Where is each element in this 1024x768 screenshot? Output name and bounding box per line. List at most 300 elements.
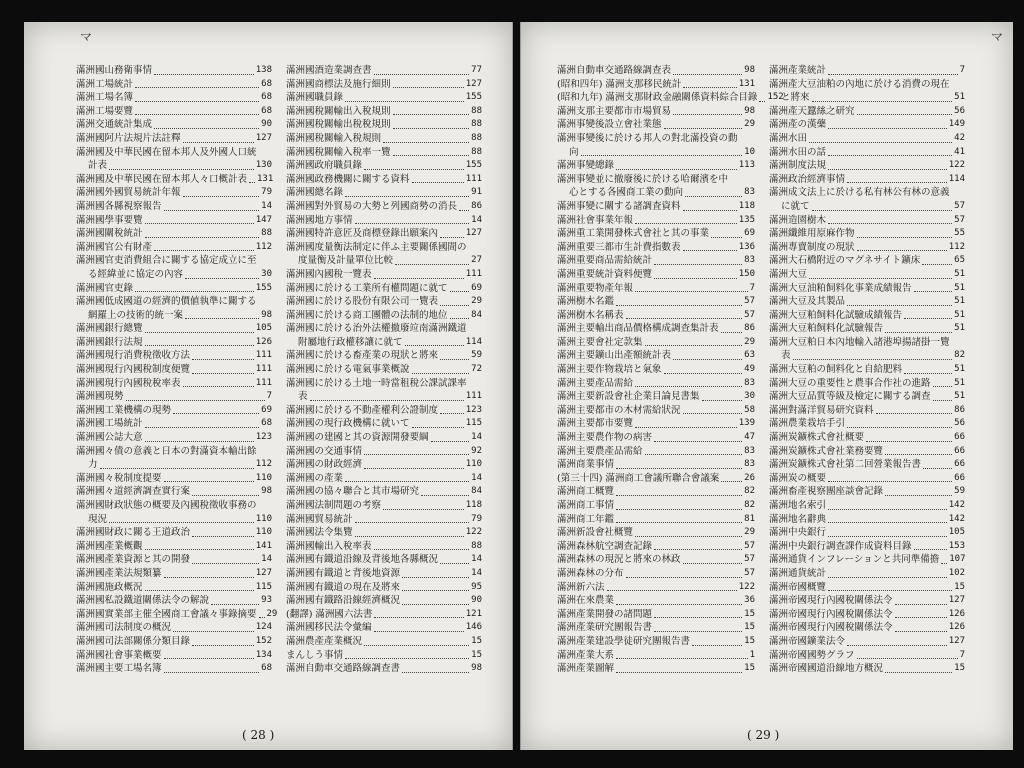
- dot-leader: [885, 672, 952, 673]
- entry-page: 98: [744, 105, 755, 116]
- entry-title: 滿洲國移民法令彙編: [286, 622, 372, 634]
- entry-title: 滿洲國職員錄: [286, 92, 344, 104]
- entry-page: 93: [261, 595, 272, 606]
- entry-page: 51: [954, 268, 965, 279]
- dot-leader: [440, 563, 469, 564]
- dot-leader: [654, 631, 742, 632]
- index-entry: [76, 349, 272, 363]
- entry-title: 滿洲國產業法規類纂: [76, 567, 162, 579]
- entry-title: 滿洲新設會社概覽: [557, 527, 634, 539]
- entry-page: 42: [954, 132, 965, 143]
- dot-leader: [192, 373, 254, 374]
- entry-page: 10: [744, 146, 755, 157]
- index-entry: [286, 254, 482, 268]
- index-entry: [76, 553, 272, 567]
- index-entry: [286, 472, 482, 486]
- dot-leader: [393, 155, 470, 156]
- dot-leader: [866, 441, 952, 442]
- entry-page: 51: [954, 282, 965, 293]
- index-entry: [76, 105, 272, 119]
- index-entry: [557, 458, 755, 472]
- entry-page: 121: [465, 608, 482, 619]
- entry-page: 30: [261, 268, 272, 279]
- index-entry: [76, 336, 272, 350]
- entry-title: 滿洲自動車交通路線調查書: [286, 663, 401, 675]
- index-entry: [286, 173, 482, 187]
- index-entry: [76, 282, 272, 296]
- index-entry: [286, 295, 482, 309]
- index-entry: [769, 309, 965, 323]
- entry-title: 滿洲國政府職員錄: [286, 160, 363, 172]
- index-entry: [557, 431, 755, 445]
- index-entry: [769, 472, 965, 486]
- index-entry: [557, 377, 755, 391]
- dot-leader: [635, 223, 737, 224]
- dot-leader: [857, 237, 953, 238]
- entry-title: 滿洲造園樹木: [769, 214, 827, 226]
- entry-title: 滿洲炭鑛株式會社業務要覽: [769, 445, 884, 457]
- dot-leader: [683, 210, 737, 211]
- entry-title: 滿洲國輸出入稅率表: [286, 540, 372, 552]
- index-entry: [76, 649, 272, 663]
- index-entry: [769, 241, 965, 255]
- dot-leader: [374, 549, 470, 550]
- dot-leader: [654, 264, 742, 265]
- index-entry: [286, 553, 482, 567]
- entry-page: 105: [255, 323, 272, 334]
- dot-leader: [164, 210, 260, 211]
- dot-leader: [192, 536, 254, 537]
- index-entry: [557, 295, 755, 309]
- entry-page: 29: [266, 608, 278, 619]
- entry-title: 滿洲森林の分布: [557, 567, 624, 579]
- dot-leader: [145, 332, 254, 333]
- entry-page: 112: [255, 459, 272, 470]
- entry-title: 滿洲帝國國勢グラフ: [769, 649, 855, 661]
- entry-title: (昭和四年) 滿洲支那移民統計: [557, 78, 682, 90]
- entry-page: 90: [471, 595, 482, 606]
- entry-title: に就て: [781, 200, 810, 212]
- index-entry: [557, 513, 755, 527]
- dot-leader: [683, 250, 737, 251]
- entry-page: 51: [954, 364, 965, 375]
- index-entry: [76, 173, 272, 187]
- entry-page: 127: [465, 228, 482, 239]
- entry-title: 滿洲國低成國道の經濟的價値執準に關する: [76, 296, 257, 308]
- index-entry: [76, 254, 272, 268]
- entry-title: 附屬地行政權移讓に就て: [298, 336, 403, 348]
- entry-title: 滿洲事變に關する諸調査資料: [557, 200, 681, 212]
- entry-page: 149: [948, 119, 965, 130]
- dot-leader: [450, 291, 470, 292]
- index-entry: [76, 227, 272, 241]
- entry-title: 滿洲主要農產品需給: [557, 445, 643, 457]
- index-entry: [769, 417, 965, 431]
- entry-title: 網羅上の技術的統一案: [88, 309, 184, 321]
- dot-leader: [922, 264, 952, 265]
- dot-leader: [607, 590, 737, 591]
- entry-title: 心とする各國商工業の動向: [569, 187, 684, 199]
- entry-page: 86: [954, 404, 965, 415]
- entry-page: 14: [261, 200, 272, 211]
- index-entry: [286, 336, 482, 350]
- entry-page: 65: [954, 255, 965, 266]
- dot-leader: [876, 413, 953, 414]
- dot-leader: [355, 536, 464, 537]
- entry-title: 滿洲工場要覽: [76, 105, 134, 117]
- dot-leader: [405, 345, 464, 346]
- entry-page: 68: [261, 78, 272, 89]
- index-entry: [76, 608, 278, 622]
- entry-title: 滿洲大豆油粕飼料化事業成績報告: [769, 282, 912, 294]
- dot-leader: [683, 563, 743, 564]
- entry-page: 155: [465, 160, 482, 171]
- entry-title: 滿洲國有鐵道と背後地資源: [286, 567, 401, 579]
- entry-title: 滿洲國山務衛事情: [76, 65, 153, 76]
- entry-page: 90: [261, 119, 272, 130]
- index-entry: [557, 200, 755, 214]
- entry-page: 127: [948, 635, 965, 646]
- entry-page: 51: [954, 296, 965, 307]
- index-entry: [557, 336, 755, 350]
- entry-title: 滿洲國私設鐵道關係法令の解說: [76, 595, 210, 607]
- entry-page: 7: [266, 391, 272, 402]
- index-entry: [769, 268, 965, 282]
- dot-leader: [654, 441, 742, 442]
- entry-page: 36: [744, 595, 755, 606]
- entry-title: 滿洲主要鑛山出產額統計表: [557, 350, 672, 362]
- entry-title: 滿洲產天蠶絲之研究: [769, 105, 855, 117]
- entry-title: 滿洲主要輸出商品價格構成調查集計表: [557, 323, 719, 335]
- index-entry: [769, 349, 965, 363]
- entry-page: 123: [465, 404, 482, 415]
- dot-leader: [355, 223, 470, 224]
- dot-leader: [809, 142, 952, 143]
- entry-page: 77: [471, 65, 482, 75]
- dot-leader: [828, 481, 952, 482]
- entry-page: 83: [744, 255, 755, 266]
- dot-leader: [440, 359, 469, 360]
- entry-title: 滿洲支那主要都市市場貿易: [557, 105, 672, 117]
- entry-title: 滿洲國司法部關係分類目錄: [76, 635, 191, 647]
- dot-leader: [581, 155, 743, 156]
- entry-page: 110: [465, 459, 482, 470]
- entry-title: 滿洲國及中華民國在留本邦人々口概計表: [76, 173, 248, 185]
- entry-title: 滿洲森林の現況と將來の林政: [557, 554, 681, 566]
- dot-leader: [616, 169, 737, 170]
- index-entry: [76, 64, 272, 78]
- dot-leader: [173, 413, 259, 414]
- index-entry: [769, 621, 965, 635]
- dot-leader: [249, 182, 255, 183]
- entry-page: 112: [948, 241, 965, 252]
- left-page: [24, 22, 513, 750]
- entry-page: 66: [954, 445, 965, 456]
- index-entry: [286, 227, 482, 241]
- index-column: [769, 64, 965, 676]
- index-entry: [286, 390, 482, 404]
- index-entry: [557, 553, 755, 567]
- entry-title: 滿洲炭の概要: [769, 472, 827, 484]
- dot-leader: [828, 155, 952, 156]
- entry-title: 滿洲國施政概況: [76, 581, 143, 593]
- entry-title: 滿洲主要作物栽培と氣象: [557, 364, 662, 376]
- entry-page: 86: [471, 200, 482, 211]
- entry-page: 26: [744, 472, 755, 483]
- index-entry: [286, 649, 482, 663]
- index-entry: [286, 635, 482, 649]
- entry-title: 滿洲纖維用原麻作物: [769, 228, 855, 240]
- index-entry: [76, 581, 272, 595]
- index-entry: [286, 431, 482, 445]
- index-entry: [769, 322, 965, 336]
- entry-title: 表: [298, 391, 308, 403]
- entry-page: 56: [954, 105, 965, 116]
- index-entry: [76, 322, 272, 336]
- index-entry: [76, 485, 272, 499]
- index-entry: [286, 417, 482, 431]
- index-entry: [557, 132, 755, 146]
- index-entry: [286, 363, 482, 377]
- index-entry: [76, 200, 272, 214]
- index-entry: [769, 649, 965, 663]
- index-entry: [76, 132, 272, 146]
- entry-page: 82: [954, 350, 965, 361]
- entry-page: 122: [465, 527, 482, 538]
- dot-leader: [828, 169, 947, 170]
- index-entry: [76, 513, 272, 527]
- entry-page: 14: [471, 214, 482, 225]
- entry-title: 滿洲國に於ける工業所有權問題に就て: [286, 282, 448, 294]
- index-entry: [286, 349, 482, 363]
- index-entry: [769, 445, 965, 459]
- entry-title: 滿洲炭鑛株式會社概要: [769, 432, 865, 444]
- dot-leader: [135, 291, 254, 292]
- dot-leader: [847, 645, 947, 646]
- index-entry: [769, 336, 965, 350]
- dot-leader: [183, 196, 260, 197]
- dot-leader: [109, 522, 254, 523]
- index-entry: [557, 608, 755, 622]
- index-entry: [557, 635, 755, 649]
- index-entry: [557, 186, 755, 200]
- entry-title: 滿洲主要農作物の病害: [557, 432, 653, 444]
- entry-page: 51: [954, 377, 965, 388]
- entry-page: 131: [738, 78, 755, 89]
- entry-title: 滿洲大豆粕の飼料化と自給肥料: [769, 364, 903, 376]
- entry-title: 滿洲國銀行總覽: [76, 323, 143, 335]
- entry-title: 滿洲國工場統計: [76, 418, 143, 430]
- index-entry: [286, 608, 482, 622]
- index-entry: [557, 64, 755, 78]
- entry-page: 51: [954, 309, 965, 320]
- entry-page: 66: [954, 459, 965, 470]
- index-entry: [76, 268, 272, 282]
- entry-page: 15: [471, 635, 482, 646]
- entry-title: 滿洲國酒造業調查書: [286, 65, 372, 76]
- dot-leader: [145, 427, 260, 428]
- corner-mark: マ: [990, 30, 1003, 44]
- entry-title: 表: [781, 350, 791, 362]
- dot-leader: [635, 386, 742, 387]
- index-entry: [557, 322, 755, 336]
- index-entry: [557, 472, 755, 486]
- entry-title: 滿洲國工業機構の現勢: [76, 404, 172, 416]
- dot-leader: [164, 658, 254, 659]
- dot-leader: [616, 495, 742, 496]
- entry-page: 68: [261, 105, 272, 116]
- entry-title: 滿洲國現勢: [76, 391, 124, 403]
- entry-title: 滿洲國に於ける土地一時當租稅公課試課率: [286, 377, 467, 389]
- index-entry: [76, 146, 272, 160]
- entry-page: 110: [255, 472, 272, 483]
- dot-leader: [616, 658, 748, 659]
- entry-page: 142: [948, 513, 965, 524]
- entry-title: 滿洲重要統計資料便覽: [557, 268, 653, 280]
- index-entry: [286, 445, 482, 459]
- entry-page: 152: [255, 635, 272, 646]
- dot-leader: [673, 114, 742, 115]
- entry-title: 滿洲主要都市の木材需給狀況: [557, 404, 681, 416]
- index-entry: [769, 594, 965, 608]
- entry-title: 滿洲重要三都市生計費指數表: [557, 241, 681, 253]
- entry-page: 86: [744, 323, 755, 334]
- index-entry: [557, 146, 755, 160]
- entry-title: 滿洲地名索引: [769, 500, 827, 511]
- entry-title: 滿洲國稅關輸出入稅規則: [286, 105, 391, 117]
- index-entry: [769, 105, 965, 119]
- dot-leader: [345, 196, 469, 197]
- index-entry: [769, 146, 965, 160]
- index-entry: [76, 417, 272, 431]
- index-entry: [557, 105, 755, 119]
- dot-leader: [402, 577, 469, 578]
- dot-leader: [412, 182, 464, 183]
- entry-page: 7: [959, 65, 965, 75]
- dot-leader: [412, 427, 464, 428]
- index-entry: [769, 404, 965, 418]
- index-entry: [76, 662, 272, 676]
- entry-page: 69: [744, 228, 755, 239]
- dot-leader: [145, 345, 254, 346]
- dot-leader: [192, 495, 259, 496]
- entry-title: 滿洲工場統計: [76, 78, 134, 90]
- index-entry: [769, 540, 965, 554]
- entry-title: 滿洲主要新設會社企業目論見書集: [557, 391, 700, 403]
- entry-page: 68: [261, 418, 272, 429]
- entry-title: 滿洲國法制問題の考察: [286, 500, 382, 511]
- entry-title: 滿洲地名辭典: [769, 513, 827, 525]
- entry-title: 滿洲重工業開發株式會社と其の事業: [557, 228, 710, 240]
- index-entry: [286, 526, 482, 540]
- entry-title: 滿洲樹木名鑑: [557, 296, 615, 308]
- dot-leader: [685, 196, 742, 197]
- entry-title: 滿洲國有鐵道の現在及將來: [286, 581, 401, 593]
- entry-title: 滿洲國官吏消費組合に關する協定成立に至: [76, 255, 257, 267]
- entry-title: 滿洲制度法規: [769, 160, 827, 172]
- index-entry: [76, 309, 272, 323]
- dot-leader: [154, 128, 259, 129]
- index-entry: [286, 513, 482, 527]
- index-entry: [769, 390, 965, 404]
- entry-page: 14: [261, 554, 272, 565]
- dot-leader: [616, 468, 742, 469]
- entry-title: 滿洲商業事情: [557, 459, 615, 471]
- index-entry: [557, 227, 755, 241]
- entry-page: 66: [954, 432, 965, 443]
- entry-page: 98: [261, 486, 272, 497]
- index-entry: [557, 241, 755, 255]
- entry-page: 126: [948, 622, 965, 633]
- index-entry: [557, 404, 755, 418]
- entry-page: 153: [948, 540, 965, 551]
- index-entry: [557, 363, 755, 377]
- entry-page: 122: [948, 160, 965, 171]
- index-entry: [769, 499, 965, 513]
- index-entry: [76, 363, 272, 377]
- index-entry: [769, 64, 965, 78]
- entry-title: 滿洲水田の話: [769, 146, 827, 158]
- dot-leader: [402, 672, 469, 673]
- entry-title: 滿洲國官公有財產: [76, 241, 153, 253]
- entry-page: 59: [471, 350, 482, 361]
- entry-page: 66: [954, 472, 965, 483]
- entry-title: 滿洲政治經濟事情: [769, 173, 846, 185]
- entry-page: 51: [954, 391, 965, 402]
- index-entry: [557, 649, 755, 663]
- index-entry: [769, 254, 965, 268]
- entry-title: まんしう事情: [286, 649, 344, 661]
- entry-page: 83: [744, 445, 755, 456]
- dot-leader: [145, 223, 254, 224]
- index-entry: [557, 485, 755, 499]
- index-entry: [769, 608, 965, 622]
- entry-title: 滿洲國の財政經濟: [286, 459, 363, 471]
- entry-page: 127: [255, 567, 272, 578]
- index-entry: [769, 513, 965, 527]
- entry-title: 滿洲自動車交通路線調查表: [557, 65, 672, 76]
- index-entry: [769, 581, 965, 595]
- dot-leader: [895, 617, 947, 618]
- dot-leader: [828, 522, 947, 523]
- entry-page: 95: [471, 581, 482, 592]
- index-entry: [76, 118, 272, 132]
- entry-title: 滿洲國特許意匠及商標登錄出願案內: [286, 228, 439, 240]
- index-entry: [557, 417, 755, 431]
- dot-leader: [828, 128, 947, 129]
- entry-title: 滿洲大豆: [769, 268, 808, 280]
- entry-title: 滿洲大豆及其製品: [769, 296, 846, 308]
- index-entry: [76, 594, 272, 608]
- index-entry: [557, 567, 755, 581]
- dot-leader: [126, 400, 265, 401]
- dot-leader: [145, 590, 254, 591]
- dot-leader: [192, 563, 259, 564]
- entry-title: 滿洲帝國現行內國稅關係法令: [769, 595, 893, 607]
- entry-title: 滿洲國外國貿易統計年報: [76, 187, 181, 199]
- entry-title: 滿洲帝國現行內國稅關係法令: [769, 608, 893, 620]
- dot-leader: [459, 210, 469, 211]
- dot-leader: [914, 549, 947, 550]
- entry-page: 51: [954, 92, 965, 103]
- entry-page: 83: [744, 459, 755, 470]
- entry-page: 155: [465, 92, 482, 103]
- index-entry: [557, 390, 755, 404]
- entry-title: と將來: [781, 92, 810, 104]
- entry-page: 83: [744, 187, 755, 198]
- entry-title: 滿洲國現行內國稅稅率表: [76, 377, 181, 389]
- dot-leader: [616, 305, 742, 306]
